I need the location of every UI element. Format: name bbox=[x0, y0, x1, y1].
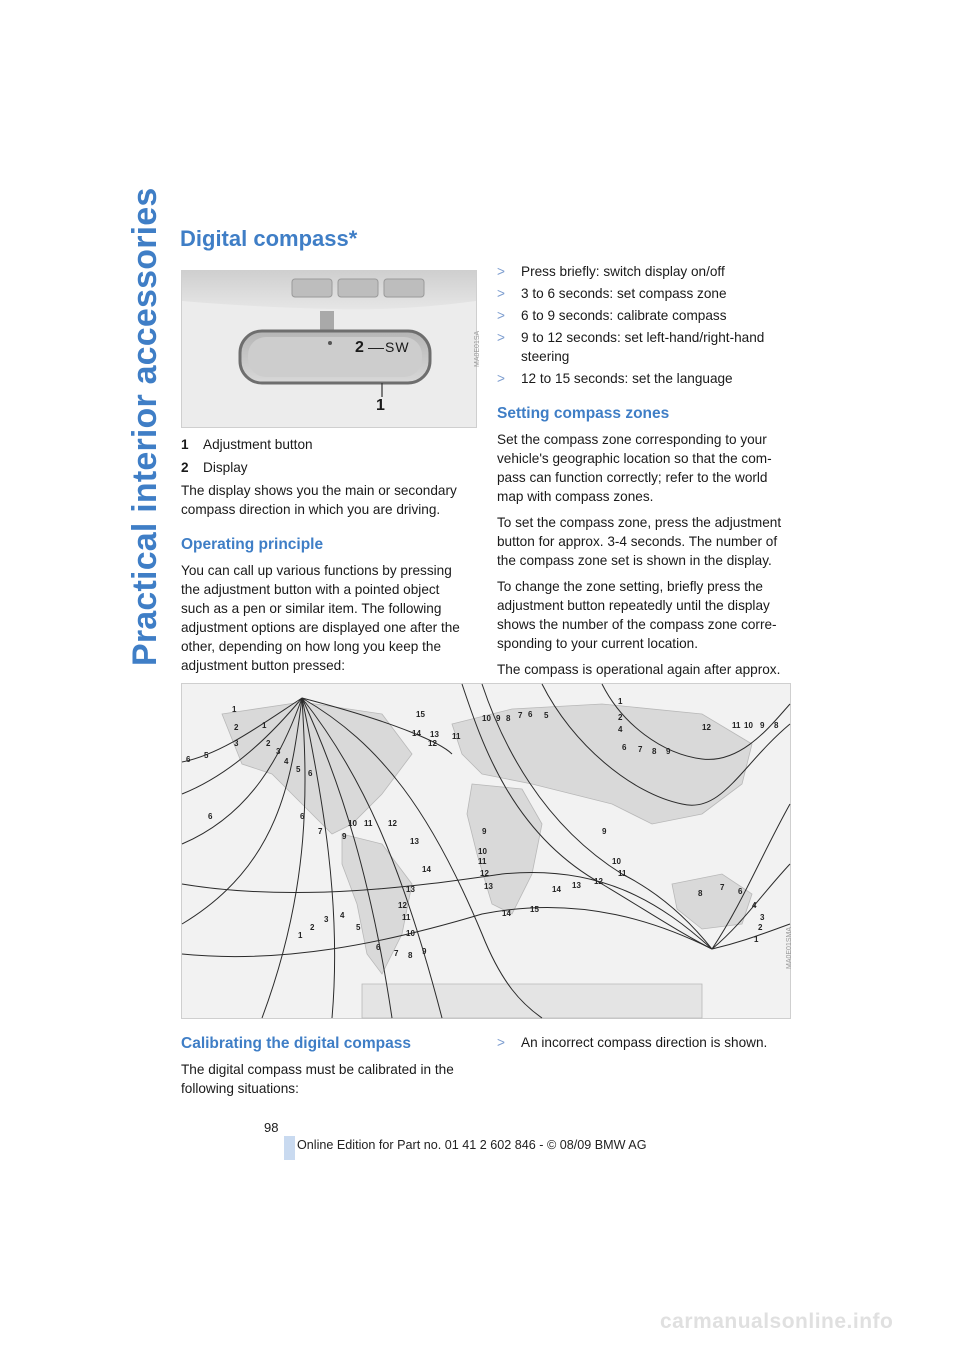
svg-text:2: 2 bbox=[758, 923, 763, 932]
svg-text:2: 2 bbox=[234, 723, 239, 732]
compass-zone-world-map bbox=[181, 683, 791, 1019]
svg-text:14: 14 bbox=[502, 909, 511, 918]
bullet-text: 12 to 15 seconds: set the language bbox=[521, 371, 733, 386]
bullet-text: Press briefly: switch display on/off bbox=[521, 264, 725, 279]
svg-text:9: 9 bbox=[760, 721, 765, 730]
section-title: Digital compass* bbox=[180, 226, 358, 251]
svg-text:2: 2 bbox=[266, 739, 271, 748]
operating-heading: Operating principle bbox=[181, 536, 324, 553]
bullet-text: 6 to 9 seconds: calibrate compass bbox=[521, 308, 727, 323]
svg-text:13: 13 bbox=[410, 837, 419, 846]
calibrating-bullets bbox=[497, 1033, 789, 1052]
svg-text:12: 12 bbox=[398, 901, 407, 910]
svg-text:10: 10 bbox=[612, 857, 621, 866]
svg-text:6: 6 bbox=[186, 755, 191, 764]
svg-text:11: 11 bbox=[618, 869, 627, 878]
bullet-mark: > bbox=[497, 264, 505, 279]
svg-text:13: 13 bbox=[406, 885, 415, 894]
svg-text:7: 7 bbox=[318, 827, 323, 836]
svg-text:9: 9 bbox=[496, 714, 501, 723]
svg-text:4: 4 bbox=[752, 901, 757, 910]
svg-text:10: 10 bbox=[348, 819, 357, 828]
legend-text: Display bbox=[203, 460, 248, 475]
calibrating-section bbox=[181, 1034, 471, 1098]
svg-text:10: 10 bbox=[406, 929, 415, 938]
svg-text:12: 12 bbox=[428, 739, 437, 748]
svg-text:5: 5 bbox=[356, 923, 361, 932]
svg-text:8: 8 bbox=[698, 889, 703, 898]
bullet-text: 9 to 12 seconds: set left-hand/right-hand steering bbox=[521, 330, 765, 364]
bullet-item bbox=[497, 1033, 789, 1052]
svg-text:6: 6 bbox=[300, 812, 305, 821]
svg-text:12: 12 bbox=[480, 869, 489, 878]
svg-text:9: 9 bbox=[342, 832, 347, 841]
button-callout-label: 1 bbox=[376, 397, 385, 414]
svg-text:2: 2 bbox=[618, 713, 623, 722]
svg-text:9: 9 bbox=[666, 747, 671, 756]
svg-text:10: 10 bbox=[744, 721, 753, 730]
legend-number: 1 bbox=[181, 437, 189, 452]
bullet-item bbox=[497, 306, 789, 325]
svg-text:1: 1 bbox=[618, 697, 623, 706]
figure-code: MA0E01SA bbox=[474, 330, 481, 367]
legend-item bbox=[181, 435, 471, 454]
intro-paragraph: The display shows you the main or secondary compass direction in which you are driving. bbox=[181, 483, 457, 517]
bullet-item bbox=[497, 328, 789, 366]
svg-text:2: 2 bbox=[310, 923, 315, 932]
svg-text:15: 15 bbox=[530, 905, 539, 914]
svg-text:3: 3 bbox=[760, 913, 765, 922]
svg-text:4: 4 bbox=[340, 911, 345, 920]
svg-text:5: 5 bbox=[204, 751, 209, 760]
svg-text:4: 4 bbox=[284, 757, 289, 766]
svg-text:11: 11 bbox=[732, 721, 741, 730]
svg-text:10: 10 bbox=[482, 714, 491, 723]
zones-paragraph-2: To set the compass zone, press the adjustment button for approx. 3-4 seconds. The number of the compass zone set is shown in the display. bbox=[497, 515, 782, 568]
svg-text:6: 6 bbox=[738, 887, 743, 896]
svg-text:11: 11 bbox=[402, 913, 411, 922]
svg-text:3: 3 bbox=[276, 747, 281, 756]
svg-text:11: 11 bbox=[452, 732, 461, 741]
bullet-mark: > bbox=[497, 286, 505, 301]
world-map-illustration bbox=[182, 684, 790, 1018]
svg-text:7: 7 bbox=[394, 949, 399, 958]
svg-text:7: 7 bbox=[518, 711, 523, 720]
svg-text:9: 9 bbox=[482, 827, 487, 836]
svg-text:13: 13 bbox=[484, 882, 493, 891]
svg-text:10: 10 bbox=[478, 847, 487, 856]
svg-text:12: 12 bbox=[594, 877, 603, 886]
svg-text:8: 8 bbox=[652, 747, 657, 756]
svg-text:1: 1 bbox=[262, 721, 267, 730]
display-callout-label: 2 bbox=[355, 339, 364, 356]
svg-text:13: 13 bbox=[430, 730, 439, 739]
svg-text:6: 6 bbox=[208, 812, 213, 821]
svg-text:5: 5 bbox=[296, 765, 301, 774]
svg-text:9: 9 bbox=[602, 827, 607, 836]
svg-text:1: 1 bbox=[298, 931, 303, 940]
svg-text:14: 14 bbox=[412, 729, 421, 738]
svg-text:8: 8 bbox=[408, 951, 413, 960]
svg-text:11: 11 bbox=[478, 857, 487, 866]
footer-text: Online Edition for Part no. 01 41 2 602 846 - © 08/09 BMW AG bbox=[297, 1138, 647, 1152]
bullet-mark: > bbox=[497, 308, 505, 323]
bullet-mark: > bbox=[497, 1035, 505, 1050]
svg-text:13: 13 bbox=[572, 881, 581, 890]
map-code: MA0E01SMA bbox=[786, 926, 793, 969]
zones-paragraph-1: Set the compass zone corresponding to your vehicle's geographic location so that the com-pass can function correctly; refer to the world map with compass zones. bbox=[497, 432, 772, 504]
svg-text:6: 6 bbox=[308, 769, 313, 778]
operating-paragraph: You can call up various functions by pressing the adjustment button with a pointed object such as a pen or similar item. The following adjustment options are displayed one after the other, depending on how long you keep the adjustment button pressed: bbox=[181, 563, 460, 673]
mirror-illustration bbox=[182, 271, 476, 427]
left-column bbox=[181, 435, 471, 675]
zones-heading: Setting compass zones bbox=[497, 405, 670, 422]
page-number: 98 bbox=[264, 1120, 279, 1135]
mirror-figure bbox=[181, 270, 481, 428]
svg-text:14: 14 bbox=[552, 885, 561, 894]
svg-text:14: 14 bbox=[422, 865, 431, 874]
bullet-text: An incorrect compass direction is shown. bbox=[521, 1035, 768, 1050]
svg-text:4: 4 bbox=[618, 725, 623, 734]
svg-text:15: 15 bbox=[416, 710, 425, 719]
svg-text:6: 6 bbox=[622, 743, 627, 752]
svg-text:5: 5 bbox=[544, 711, 549, 720]
bullet-item bbox=[497, 369, 789, 388]
svg-text:7: 7 bbox=[720, 883, 725, 892]
svg-text:3: 3 bbox=[234, 739, 239, 748]
legend-item bbox=[181, 458, 471, 477]
svg-text:6: 6 bbox=[528, 710, 533, 719]
svg-text:12: 12 bbox=[702, 723, 711, 732]
right-column bbox=[497, 262, 789, 698]
svg-text:11: 11 bbox=[364, 819, 373, 828]
bullet-item bbox=[497, 262, 789, 281]
svg-text:1: 1 bbox=[232, 705, 237, 714]
bullet-mark: > bbox=[497, 371, 505, 386]
svg-text:7: 7 bbox=[638, 745, 643, 754]
svg-text:8: 8 bbox=[506, 714, 511, 723]
watermark: carmanualsonline.info bbox=[660, 1310, 894, 1333]
bullet-item bbox=[497, 284, 789, 303]
legend-number: 2 bbox=[181, 460, 189, 475]
legend-text: Adjustment button bbox=[203, 437, 313, 452]
svg-text:8: 8 bbox=[774, 721, 779, 730]
bullet-mark: > bbox=[497, 330, 505, 345]
svg-text:9: 9 bbox=[422, 947, 427, 956]
svg-text:3: 3 bbox=[324, 915, 329, 924]
footer-accent-bar bbox=[284, 1136, 295, 1160]
display-callout-line bbox=[368, 348, 384, 349]
svg-text:6: 6 bbox=[376, 943, 381, 952]
svg-text:1: 1 bbox=[754, 935, 759, 944]
calibrating-paragraph: The digital compass must be calibrated in the following situations: bbox=[181, 1062, 454, 1096]
compass-display-readout: SW bbox=[385, 339, 410, 355]
side-chapter-title: Practical interior accessories bbox=[126, 187, 164, 666]
calibrating-heading: Calibrating the digital compass bbox=[181, 1035, 411, 1052]
zones-paragraph-4: The compass is operational again after approx. bbox=[497, 662, 781, 677]
svg-text:12: 12 bbox=[388, 819, 397, 828]
zones-paragraph-3: To change the zone setting, briefly press the adjustment button repeatedly until the display shows the number of the compass zone corre-sponding to your current location. bbox=[497, 579, 777, 651]
bullet-text: 3 to 6 seconds: set compass zone bbox=[521, 286, 727, 301]
